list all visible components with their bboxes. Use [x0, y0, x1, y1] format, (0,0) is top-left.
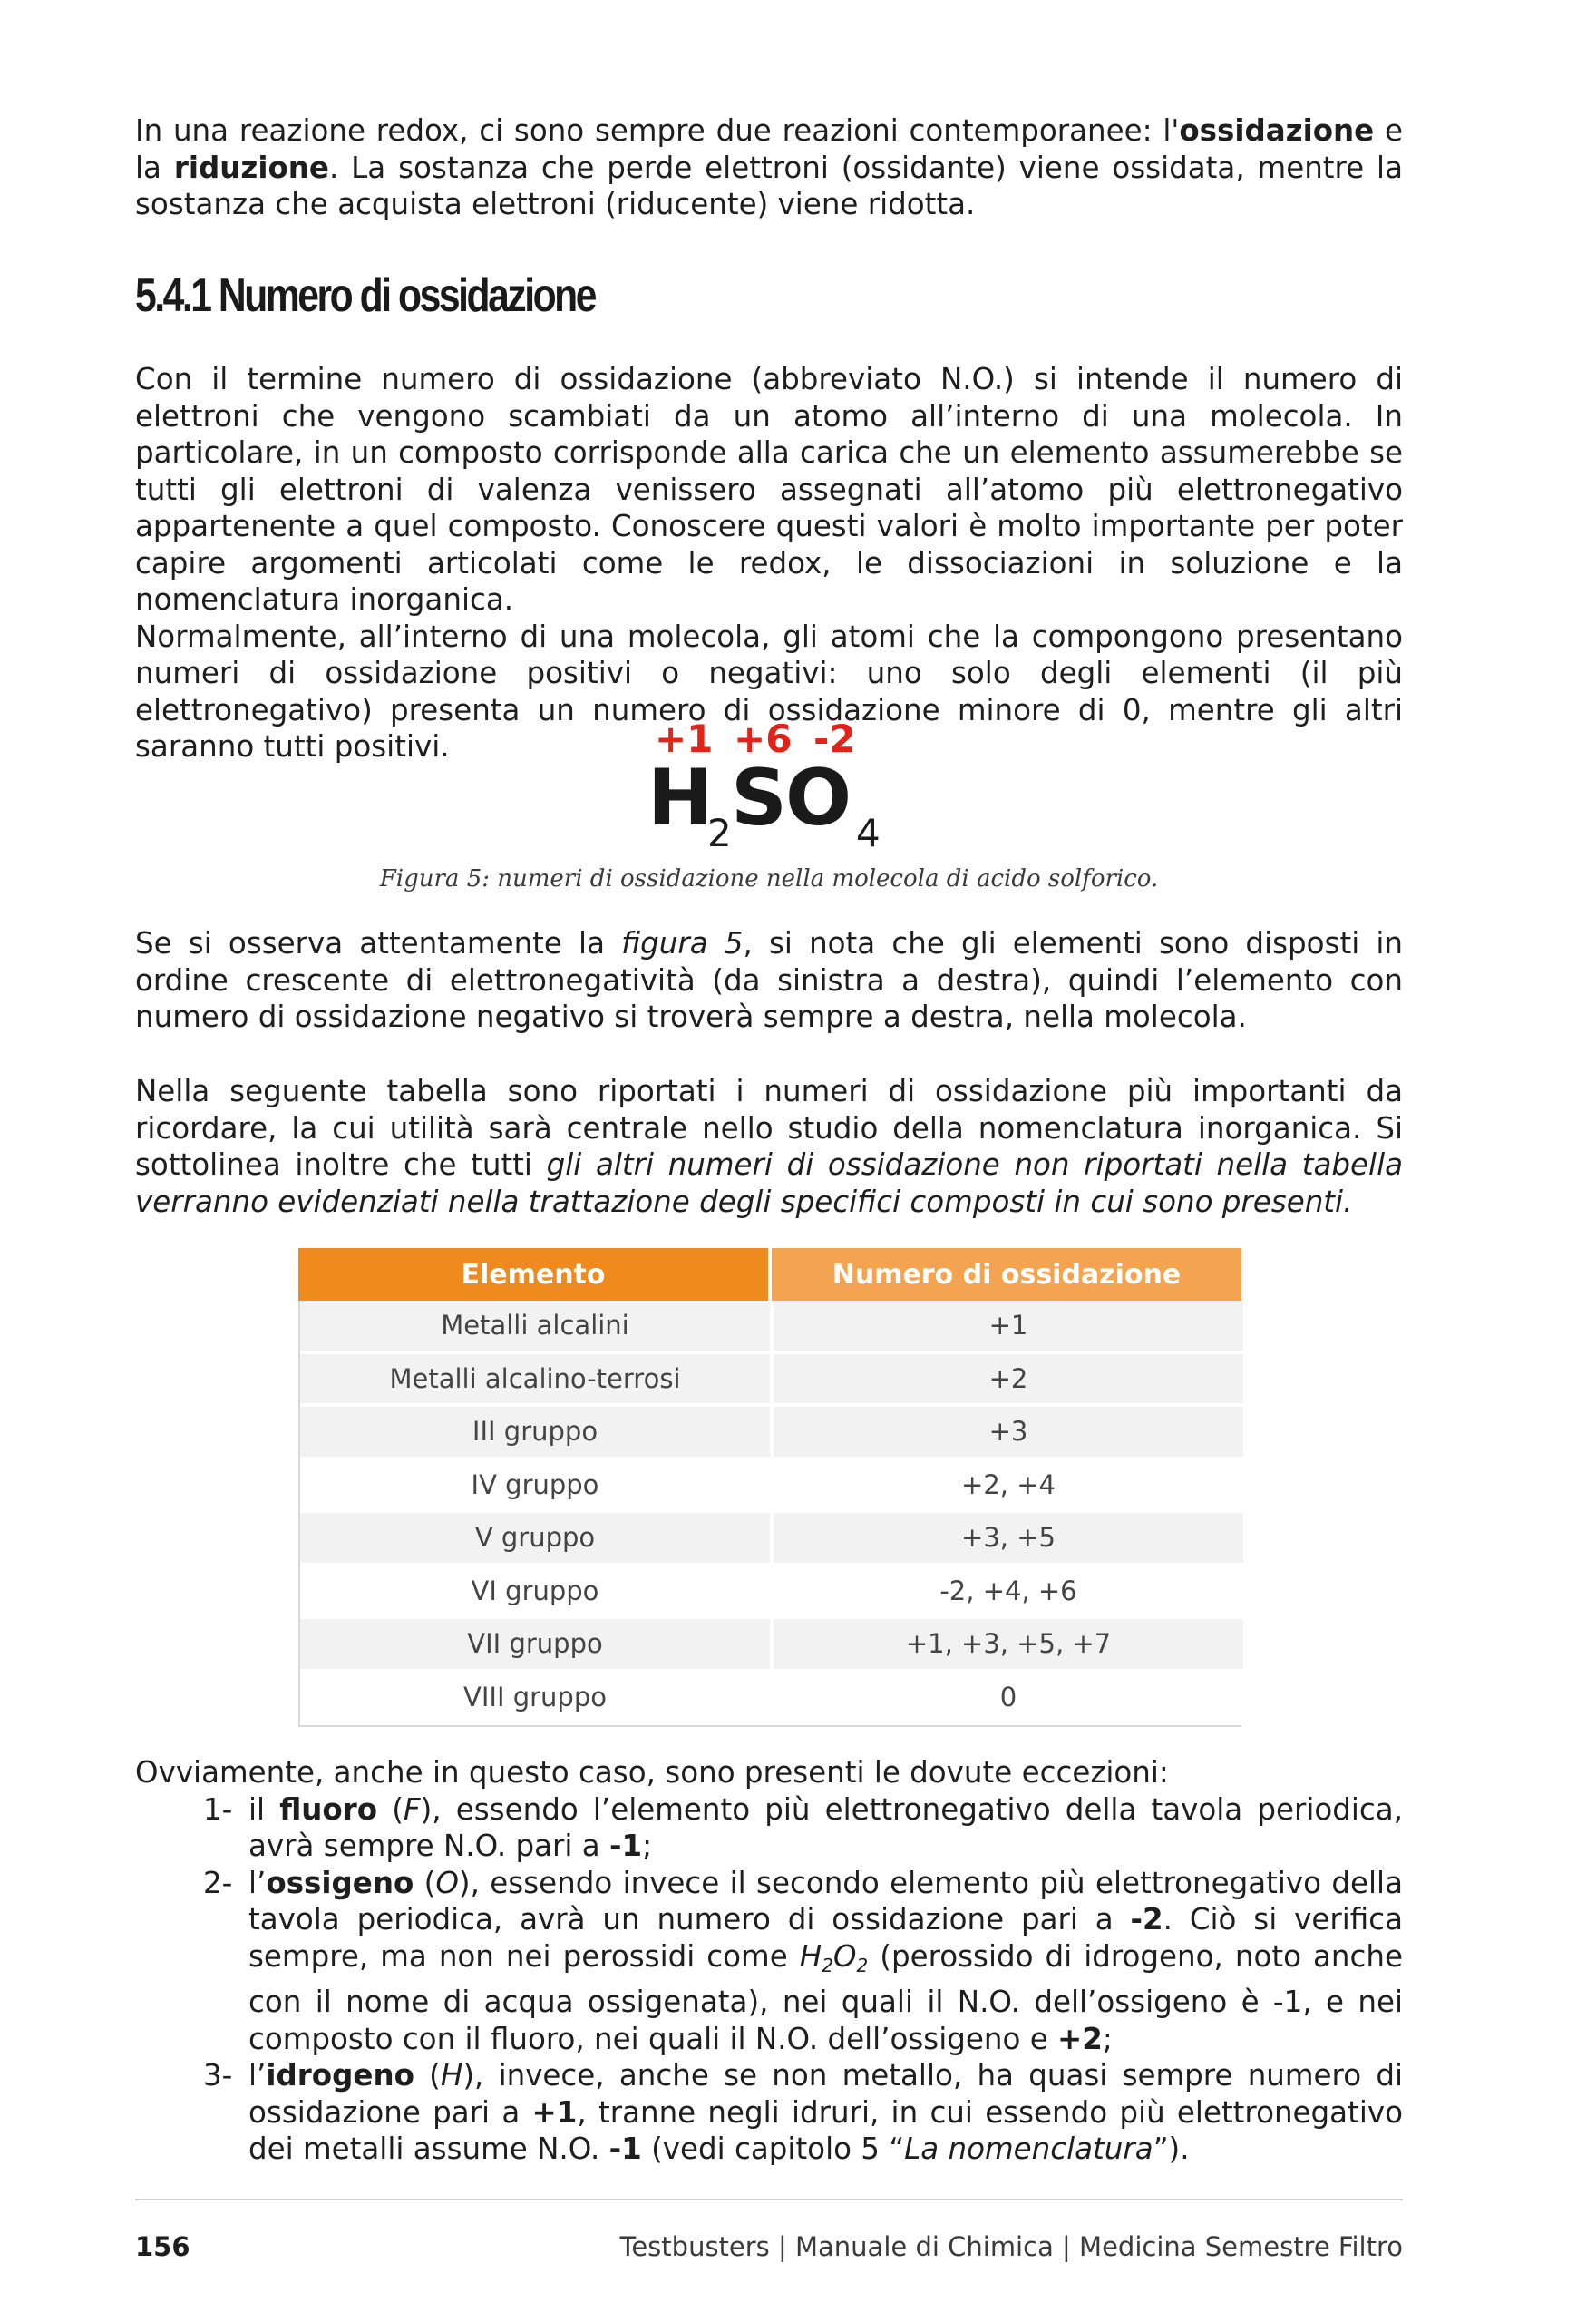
item-text: , tranne negli idruri, in cui essendo più elettronegativo dei metalli assume N.O.	[248, 2094, 1403, 2166]
formula-h: H	[799, 1938, 822, 1974]
item-text: ;	[642, 1829, 653, 1863]
intro-paragraph	[135, 112, 1403, 223]
cell-numero: -2, +4, +6	[772, 1565, 1243, 1618]
para3-text: , si nota che gli elementi sono disposti in ordine crescente di elettronegatività (da sinistra a destra), quindi l’elemento con numero di ossidazione negativo si troverà sempre a destra, nella molecola.	[135, 926, 1403, 1034]
figure-explanation-paragraph	[135, 925, 1403, 1036]
table-row	[300, 1405, 1243, 1459]
item-text: . Ciò si verifica sempre, ma non nei perossidi come	[248, 1902, 1403, 1974]
column-header-numero: Numero di ossidazione	[770, 1248, 1241, 1301]
item-text: (vedi capitolo 5 “	[641, 2132, 905, 2166]
item-bold: +1	[531, 2094, 578, 2130]
item-text: ;	[1102, 2021, 1113, 2056]
cell-numero: +2, +4	[772, 1459, 1243, 1512]
oxidation-table	[298, 1248, 1241, 1727]
formula-sub: 2	[822, 1954, 833, 1976]
table-row	[300, 1565, 1243, 1618]
section-title: 5.4.1 Numero di ossidazione	[135, 269, 596, 322]
item-bold: -1	[609, 1829, 643, 1863]
list-item	[135, 2057, 1403, 2168]
element-s: S	[731, 753, 784, 844]
table-row	[300, 1671, 1243, 1724]
item-bold: +2	[1057, 2021, 1103, 2056]
list-number: 3-	[203, 2058, 233, 2093]
definition-text-2: Normalmente, all’interno di una molecola, gli atomi che la compongono presentano numeri di ossidazione positivi o negativi: uno solo degli elementi (il più elettronegativo) presenta un numero di ossidazione minore di 0, mentre gli altri saranno tutti positivi.	[135, 619, 1403, 764]
table-row	[300, 1511, 1243, 1565]
item-text: ), essendo l’elemento più elettronegativo della tavola periodica, avrà sempre N.O. pari a	[248, 1791, 1404, 1863]
item-bold: -2	[1130, 1902, 1163, 1937]
cell-elemento: VIII gruppo	[300, 1671, 772, 1724]
cell-elemento: IV gruppo	[300, 1459, 772, 1512]
definition-text: Con il termine numero di ossidazione (abbreviato N.O.) si intende il numero di elettroni che vengono scambiati da un atomo all’interno di una molecola. In particolare, in un composto corrisponde alla carica che un elemento assumerebbe se tutti gli elettroni di valenza venissero assegnati all’atomo più elettronegativo appartenente a quel composto. Conoscere questi valori è molto importante per poter capire argomenti articolati come le redox, le dissociazioni in soluzione e la nomenclatura inorganica.	[135, 362, 1403, 617]
cell-numero: +3, +5	[772, 1511, 1243, 1565]
item-italic: O	[435, 1865, 459, 1900]
item-text: (	[414, 1865, 436, 1900]
figure-reference: figura 5	[621, 926, 744, 961]
cell-numero: +1, +3, +5, +7	[772, 1617, 1243, 1671]
cell-numero: 0	[772, 1671, 1243, 1724]
item-italic: La nomenclatura	[904, 2132, 1153, 2166]
intro-text: . La sostanza che perde elettroni (ossidante) viene ossidata, mentre la sostanza che acquista elettroni (riducente) viene ridotta.	[135, 150, 1403, 221]
list-item	[135, 1791, 1403, 1865]
figure-5	[135, 717, 1403, 907]
item-text: l’	[248, 2058, 267, 2093]
formula-sub: 2	[856, 1954, 869, 1976]
item-bold: -1	[608, 2132, 642, 2166]
element-o: O	[785, 753, 850, 844]
page-number: 156	[135, 2231, 190, 2262]
column-header-elemento: Elemento	[298, 1248, 770, 1301]
intro-text: e la	[135, 113, 1403, 185]
item-text: il	[248, 1791, 280, 1827]
definition-paragraph	[135, 361, 1403, 766]
item-text: ”).	[1153, 2132, 1190, 2166]
item-text: (perossido di idrogeno, noto anche con il nome di acqua ossigenata), nei quali il N.O. dell’ossigeno è -1, e nei composto con il fluoro, nei quali il N.O. dell’ossigeno e	[248, 1938, 1403, 2056]
item-text: (	[414, 2058, 441, 2093]
table-row	[300, 1459, 1243, 1512]
cell-elemento: Metalli alcalini	[300, 1301, 772, 1352]
list-item	[135, 1865, 1403, 2058]
cell-numero: +1	[772, 1301, 1243, 1352]
item-text: ), essendo invece il secondo elemento più elettronegativo della tavola periodica, avrà un numero di ossidazione pari a	[248, 1865, 1403, 1937]
exceptions-intro: Ovviamente, anche in questo caso, sono presenti le dovute eccezioni:	[135, 1755, 1169, 1790]
cell-numero: +2	[772, 1352, 1243, 1406]
cell-elemento: III gruppo	[300, 1405, 772, 1459]
intro-text: In una reazione redox, ci sono sempre due reazioni contemporanee: l'	[135, 113, 1180, 148]
intro-bold-riduzione: riduzione	[173, 150, 329, 185]
item-bold: ossigeno	[266, 1865, 414, 1900]
intro-bold-ossidazione: ossidazione	[1179, 113, 1375, 148]
item-bold: idrogeno	[266, 2058, 414, 2093]
cell-elemento: Metalli alcalino-terrosi	[300, 1352, 772, 1406]
sulfuric-acid-formula	[647, 717, 920, 853]
item-text: ), invece, anche se non metallo, ha quasi sempre numero di ossidazione pari a	[248, 2058, 1403, 2130]
item-text: (	[377, 1791, 404, 1827]
para4-italic-text: gli altri numeri di ossidazione non riportati nella tabella verranno evidenziati nella trattazione degli specifici composti in cui sono presenti.	[135, 1147, 1404, 1219]
oxidation-number-h: +1	[655, 717, 714, 761]
item-bold: fluoro	[279, 1791, 378, 1827]
item-italic: F	[403, 1791, 421, 1827]
subscript-o: 4	[856, 811, 881, 855]
oxidation-number-s: +6	[734, 717, 793, 761]
element-h: H	[647, 753, 710, 844]
cell-elemento: VI gruppo	[300, 1565, 772, 1618]
footer-divider	[135, 2199, 1403, 2200]
running-footer: Testbusters | Manuale di Chimica | Medicina Semestre Filtro	[619, 2231, 1403, 2262]
list-number: 2-	[203, 1865, 233, 1900]
subscript-h: 2	[707, 811, 732, 855]
table-intro-paragraph	[135, 1073, 1403, 1220]
figure-caption: Figura 5: numeri di ossidazione nella molecola di acido solforico.	[379, 865, 1159, 893]
item-italic: H	[440, 2058, 463, 2093]
table-row	[300, 1301, 1243, 1352]
item-text: l’	[248, 1865, 267, 1900]
table-header-row	[298, 1248, 1241, 1301]
para3-text: Se si osserva attentamente la	[135, 926, 622, 961]
oxidation-number-o: -2	[813, 717, 856, 761]
para4-text: Nella seguente tabella sono riportati i numeri di ossidazione più importanti da ricordare, la cui utilità sarà centrale nello studio della nomenclatura inorganica. Si sottolinea inoltre che tutti	[135, 1074, 1403, 1182]
table-row	[300, 1617, 1243, 1671]
formula-o: O	[832, 1938, 857, 1974]
cell-elemento: VII gruppo	[300, 1617, 772, 1671]
cell-elemento: V gruppo	[300, 1511, 772, 1565]
exceptions-list	[135, 1791, 1403, 2168]
list-number: 1-	[203, 1791, 233, 1827]
peroxide-formula	[800, 1939, 869, 1974]
table-row	[300, 1352, 1243, 1406]
cell-numero: +3	[772, 1405, 1243, 1459]
exceptions-section	[135, 1754, 1403, 2168]
